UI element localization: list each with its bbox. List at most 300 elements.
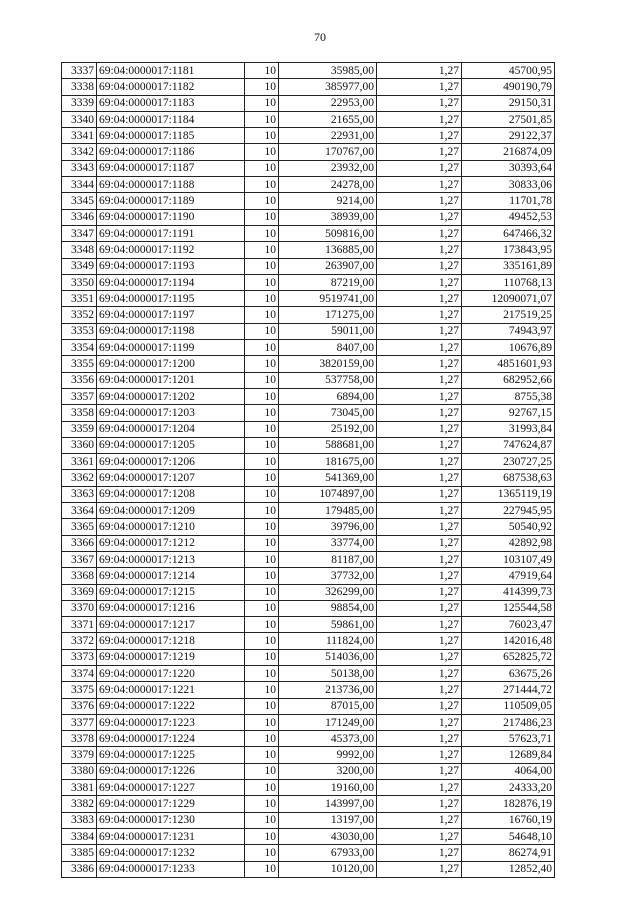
area-cell: 23932,00 [279, 160, 377, 176]
area-cell: 143997,00 [279, 796, 377, 812]
table-row [62, 128, 555, 144]
zone-cell: 10 [245, 568, 279, 584]
cadastral-value-cell: 217519,25 [462, 307, 555, 323]
row-number-cell: 3353 [62, 323, 97, 339]
table-row [62, 63, 555, 79]
coefficient-cell: 1,27 [377, 535, 462, 551]
cadastral-number-cell: 69:04:0000017:1197 [97, 307, 245, 323]
cadastral-value-cell: 50540,92 [462, 519, 555, 535]
coefficient-cell: 1,27 [377, 63, 462, 79]
table-row [62, 519, 555, 535]
zone-cell: 10 [245, 698, 279, 714]
cadastral-value-cell: 45700,95 [462, 63, 555, 79]
table-row [62, 291, 555, 307]
table-row [62, 861, 555, 877]
coefficient-cell: 1,27 [377, 665, 462, 681]
area-cell: 50138,00 [279, 665, 377, 681]
zone-cell: 10 [245, 665, 279, 681]
coefficient-cell: 1,27 [377, 323, 462, 339]
cadastral-number-cell: 69:04:0000017:1212 [97, 535, 245, 551]
row-number-cell: 3344 [62, 177, 97, 193]
zone-cell: 10 [245, 291, 279, 307]
cadastral-number-cell: 69:04:0000017:1225 [97, 747, 245, 763]
zone-cell: 10 [245, 535, 279, 551]
table-row [62, 323, 555, 339]
cadastral-value-cell: 31993,84 [462, 421, 555, 437]
cadastral-number-cell: 69:04:0000017:1192 [97, 242, 245, 258]
area-cell: 136885,00 [279, 242, 377, 258]
coefficient-cell: 1,27 [377, 258, 462, 274]
zone-cell: 10 [245, 454, 279, 470]
cadastral-number-cell: 69:04:0000017:1190 [97, 209, 245, 225]
area-cell: 98854,00 [279, 600, 377, 616]
area-cell: 37732,00 [279, 568, 377, 584]
coefficient-cell: 1,27 [377, 470, 462, 486]
area-cell: 509816,00 [279, 225, 377, 241]
coefficient-cell: 1,27 [377, 714, 462, 730]
zone-cell: 10 [245, 649, 279, 665]
cadastral-number-cell: 69:04:0000017:1216 [97, 600, 245, 616]
table-row [62, 551, 555, 567]
cadastral-value-cell: 747624,87 [462, 437, 555, 453]
area-cell: 588681,00 [279, 437, 377, 453]
cadastral-value-table [61, 62, 555, 878]
coefficient-cell: 1,27 [377, 372, 462, 388]
area-cell: 87015,00 [279, 698, 377, 714]
coefficient-cell: 1,27 [377, 340, 462, 356]
area-cell: 171275,00 [279, 307, 377, 323]
row-number-cell: 3363 [62, 486, 97, 502]
cadastral-value-cell: 335161,89 [462, 258, 555, 274]
zone-cell: 10 [245, 242, 279, 258]
coefficient-cell: 1,27 [377, 291, 462, 307]
row-number-cell: 3340 [62, 111, 97, 127]
cadastral-number-cell: 69:04:0000017:1195 [97, 291, 245, 307]
cadastral-number-cell: 69:04:0000017:1194 [97, 274, 245, 290]
cadastral-number-cell: 69:04:0000017:1204 [97, 421, 245, 437]
area-cell: 67933,00 [279, 845, 377, 861]
cadastral-number-cell: 69:04:0000017:1185 [97, 128, 245, 144]
cadastral-value-cell: 217486,23 [462, 714, 555, 730]
row-number-cell: 3367 [62, 551, 97, 567]
zone-cell: 10 [245, 828, 279, 844]
table-row [62, 568, 555, 584]
row-number-cell: 3371 [62, 617, 97, 633]
cadastral-number-cell: 69:04:0000017:1208 [97, 486, 245, 502]
cadastral-value-cell: 490190,79 [462, 79, 555, 95]
area-cell: 3820159,00 [279, 356, 377, 372]
area-cell: 263907,00 [279, 258, 377, 274]
table-row [62, 160, 555, 176]
table-row [62, 209, 555, 225]
cadastral-value-cell: 271444,72 [462, 682, 555, 698]
row-number-cell: 3350 [62, 274, 97, 290]
zone-cell: 10 [245, 682, 279, 698]
row-number-cell: 3361 [62, 454, 97, 470]
coefficient-cell: 1,27 [377, 177, 462, 193]
coefficient-cell: 1,27 [377, 307, 462, 323]
cadastral-number-cell: 69:04:0000017:1227 [97, 780, 245, 796]
cadastral-number-cell: 69:04:0000017:1230 [97, 812, 245, 828]
cadastral-value-cell: 4064,00 [462, 763, 555, 779]
coefficient-cell: 1,27 [377, 584, 462, 600]
cadastral-value-cell: 1365119,19 [462, 486, 555, 502]
cadastral-number-cell: 69:04:0000017:1186 [97, 144, 245, 160]
coefficient-cell: 1,27 [377, 682, 462, 698]
cadastral-value-cell: 47919,64 [462, 568, 555, 584]
cadastral-value-cell: 49452,53 [462, 209, 555, 225]
zone-cell: 10 [245, 437, 279, 453]
row-number-cell: 3362 [62, 470, 97, 486]
zone-cell: 10 [245, 551, 279, 567]
area-cell: 19160,00 [279, 780, 377, 796]
row-number-cell: 3357 [62, 388, 97, 404]
zone-cell: 10 [245, 209, 279, 225]
zone-cell: 10 [245, 388, 279, 404]
row-number-cell: 3360 [62, 437, 97, 453]
zone-cell: 10 [245, 193, 279, 209]
table-row [62, 584, 555, 600]
cadastral-value-cell: 647466,32 [462, 225, 555, 241]
table-row [62, 665, 555, 681]
cadastral-value-cell: 74943,97 [462, 323, 555, 339]
row-number-cell: 3378 [62, 731, 97, 747]
coefficient-cell: 1,27 [377, 861, 462, 877]
table-row [62, 405, 555, 421]
row-number-cell: 3338 [62, 79, 97, 95]
zone-cell: 10 [245, 714, 279, 730]
row-number-cell: 3385 [62, 845, 97, 861]
cadastral-value-cell: 652825,72 [462, 649, 555, 665]
area-cell: 73045,00 [279, 405, 377, 421]
area-cell: 541369,00 [279, 470, 377, 486]
row-number-cell: 3339 [62, 95, 97, 111]
table-row [62, 242, 555, 258]
area-cell: 22953,00 [279, 95, 377, 111]
coefficient-cell: 1,27 [377, 649, 462, 665]
cadastral-number-cell: 69:04:0000017:1221 [97, 682, 245, 698]
coefficient-cell: 1,27 [377, 503, 462, 519]
coefficient-cell: 1,27 [377, 79, 462, 95]
row-number-cell: 3345 [62, 193, 97, 209]
cadastral-number-cell: 69:04:0000017:1220 [97, 665, 245, 681]
cadastral-value-cell: 86274,91 [462, 845, 555, 861]
row-number-cell: 3351 [62, 291, 97, 307]
row-number-cell: 3356 [62, 372, 97, 388]
coefficient-cell: 1,27 [377, 617, 462, 633]
row-number-cell: 3370 [62, 600, 97, 616]
table-row [62, 95, 555, 111]
area-cell: 59861,00 [279, 617, 377, 633]
cadastral-value-cell: 12689,84 [462, 747, 555, 763]
row-number-cell: 3376 [62, 698, 97, 714]
area-cell: 81187,00 [279, 551, 377, 567]
cadastral-number-cell: 69:04:0000017:1223 [97, 714, 245, 730]
cadastral-value-cell: 12090071,07 [462, 291, 555, 307]
coefficient-cell: 1,27 [377, 845, 462, 861]
area-cell: 385977,00 [279, 79, 377, 95]
table-row [62, 193, 555, 209]
area-cell: 9519741,00 [279, 291, 377, 307]
area-cell: 9992,00 [279, 747, 377, 763]
table-row [62, 845, 555, 861]
coefficient-cell: 1,27 [377, 111, 462, 127]
cadastral-value-cell: 29150,31 [462, 95, 555, 111]
table-row [62, 225, 555, 241]
coefficient-cell: 1,27 [377, 193, 462, 209]
coefficient-cell: 1,27 [377, 225, 462, 241]
row-number-cell: 3354 [62, 340, 97, 356]
coefficient-cell: 1,27 [377, 812, 462, 828]
table-row [62, 258, 555, 274]
cadastral-number-cell: 69:04:0000017:1199 [97, 340, 245, 356]
zone-cell: 10 [245, 160, 279, 176]
row-number-cell: 3364 [62, 503, 97, 519]
coefficient-cell: 1,27 [377, 796, 462, 812]
cadastral-value-cell: 92767,15 [462, 405, 555, 421]
cadastral-number-cell: 69:04:0000017:1214 [97, 568, 245, 584]
cadastral-number-cell: 69:04:0000017:1224 [97, 731, 245, 747]
table-row [62, 780, 555, 796]
cadastral-value-cell: 29122,37 [462, 128, 555, 144]
coefficient-cell: 1,27 [377, 551, 462, 567]
cadastral-number-cell: 69:04:0000017:1203 [97, 405, 245, 421]
row-number-cell: 3368 [62, 568, 97, 584]
coefficient-cell: 1,27 [377, 128, 462, 144]
cadastral-value-cell: 24333,20 [462, 780, 555, 796]
row-number-cell: 3386 [62, 861, 97, 877]
row-number-cell: 3352 [62, 307, 97, 323]
zone-cell: 10 [245, 177, 279, 193]
table-row [62, 812, 555, 828]
table-row [62, 307, 555, 323]
cadastral-value-cell: 76023,47 [462, 617, 555, 633]
table-row [62, 79, 555, 95]
cadastral-value-cell: 30833,06 [462, 177, 555, 193]
cadastral-number-cell: 69:04:0000017:1191 [97, 225, 245, 241]
cadastral-number-cell: 69:04:0000017:1188 [97, 177, 245, 193]
area-cell: 179485,00 [279, 503, 377, 519]
table-row [62, 682, 555, 698]
area-cell: 35985,00 [279, 63, 377, 79]
coefficient-cell: 1,27 [377, 763, 462, 779]
cadastral-number-cell: 69:04:0000017:1184 [97, 111, 245, 127]
zone-cell: 10 [245, 79, 279, 95]
coefficient-cell: 1,27 [377, 600, 462, 616]
area-cell: 21655,00 [279, 111, 377, 127]
cadastral-value-cell: 142016,48 [462, 633, 555, 649]
coefficient-cell: 1,27 [377, 454, 462, 470]
row-number-cell: 3369 [62, 584, 97, 600]
table-row [62, 144, 555, 160]
area-cell: 170767,00 [279, 144, 377, 160]
zone-cell: 10 [245, 405, 279, 421]
coefficient-cell: 1,27 [377, 780, 462, 796]
cadastral-number-cell: 69:04:0000017:1187 [97, 160, 245, 176]
coefficient-cell: 1,27 [377, 437, 462, 453]
table-row [62, 828, 555, 844]
coefficient-cell: 1,27 [377, 356, 462, 372]
cadastral-value-cell: 216874,09 [462, 144, 555, 160]
row-number-cell: 3383 [62, 812, 97, 828]
row-number-cell: 3379 [62, 747, 97, 763]
cadastral-value-cell: 182876,19 [462, 796, 555, 812]
cadastral-number-cell: 69:04:0000017:1182 [97, 79, 245, 95]
zone-cell: 10 [245, 421, 279, 437]
cadastral-value-cell: 103107,49 [462, 551, 555, 567]
row-number-cell: 3365 [62, 519, 97, 535]
table-row [62, 111, 555, 127]
coefficient-cell: 1,27 [377, 95, 462, 111]
row-number-cell: 3343 [62, 160, 97, 176]
cadastral-value-cell: 110768,13 [462, 274, 555, 290]
zone-cell: 10 [245, 63, 279, 79]
coefficient-cell: 1,27 [377, 160, 462, 176]
row-number-cell: 3373 [62, 649, 97, 665]
row-number-cell: 3382 [62, 796, 97, 812]
area-cell: 13197,00 [279, 812, 377, 828]
table-row [62, 454, 555, 470]
area-cell: 25192,00 [279, 421, 377, 437]
zone-cell: 10 [245, 372, 279, 388]
row-number-cell: 3346 [62, 209, 97, 225]
table-row [62, 763, 555, 779]
area-cell: 6894,00 [279, 388, 377, 404]
table-row [62, 649, 555, 665]
zone-cell: 10 [245, 763, 279, 779]
row-number-cell: 3366 [62, 535, 97, 551]
cadastral-value-cell: 16760,19 [462, 812, 555, 828]
area-cell: 9214,00 [279, 193, 377, 209]
coefficient-cell: 1,27 [377, 568, 462, 584]
zone-cell: 10 [245, 747, 279, 763]
table-row [62, 421, 555, 437]
coefficient-cell: 1,27 [377, 274, 462, 290]
area-cell: 537758,00 [279, 372, 377, 388]
cadastral-number-cell: 69:04:0000017:1213 [97, 551, 245, 567]
area-cell: 87219,00 [279, 274, 377, 290]
cadastral-number-cell: 69:04:0000017:1206 [97, 454, 245, 470]
zone-cell: 10 [245, 470, 279, 486]
cadastral-number-cell: 69:04:0000017:1218 [97, 633, 245, 649]
table-row [62, 437, 555, 453]
table-body [62, 63, 555, 878]
area-cell: 326299,00 [279, 584, 377, 600]
cadastral-value-cell: 27501,85 [462, 111, 555, 127]
coefficient-cell: 1,27 [377, 633, 462, 649]
table-row [62, 617, 555, 633]
row-number-cell: 3355 [62, 356, 97, 372]
area-cell: 22931,00 [279, 128, 377, 144]
row-number-cell: 3341 [62, 128, 97, 144]
table-row [62, 274, 555, 290]
table-row [62, 356, 555, 372]
cadastral-value-cell: 8755,38 [462, 388, 555, 404]
area-cell: 181675,00 [279, 454, 377, 470]
area-cell: 1074897,00 [279, 486, 377, 502]
cadastral-number-cell: 69:04:0000017:1226 [97, 763, 245, 779]
coefficient-cell: 1,27 [377, 698, 462, 714]
cadastral-value-cell: 682952,66 [462, 372, 555, 388]
zone-cell: 10 [245, 503, 279, 519]
zone-cell: 10 [245, 861, 279, 877]
cadastral-number-cell: 69:04:0000017:1198 [97, 323, 245, 339]
table-row [62, 486, 555, 502]
area-cell: 8407,00 [279, 340, 377, 356]
table-row [62, 177, 555, 193]
coefficient-cell: 1,27 [377, 421, 462, 437]
zone-cell: 10 [245, 356, 279, 372]
zone-cell: 10 [245, 845, 279, 861]
cadastral-number-cell: 69:04:0000017:1231 [97, 828, 245, 844]
table-row [62, 535, 555, 551]
zone-cell: 10 [245, 731, 279, 747]
zone-cell: 10 [245, 111, 279, 127]
zone-cell: 10 [245, 584, 279, 600]
zone-cell: 10 [245, 307, 279, 323]
area-cell: 514036,00 [279, 649, 377, 665]
row-number-cell: 3337 [62, 63, 97, 79]
zone-cell: 10 [245, 617, 279, 633]
row-number-cell: 3358 [62, 405, 97, 421]
cadastral-number-cell: 69:04:0000017:1210 [97, 519, 245, 535]
page-number: 70 [314, 30, 326, 44]
table-row [62, 503, 555, 519]
table-row [62, 388, 555, 404]
zone-cell: 10 [245, 340, 279, 356]
zone-cell: 10 [245, 225, 279, 241]
table-row [62, 714, 555, 730]
cadastral-value-cell: 173843,95 [462, 242, 555, 258]
cadastral-number-cell: 69:04:0000017:1215 [97, 584, 245, 600]
cadastral-value-cell: 110509,05 [462, 698, 555, 714]
table-row [62, 340, 555, 356]
row-number-cell: 3381 [62, 780, 97, 796]
coefficient-cell: 1,27 [377, 209, 462, 225]
table-row [62, 372, 555, 388]
zone-cell: 10 [245, 95, 279, 111]
zone-cell: 10 [245, 780, 279, 796]
row-number-cell: 3348 [62, 242, 97, 258]
row-number-cell: 3374 [62, 665, 97, 681]
zone-cell: 10 [245, 323, 279, 339]
cadastral-number-cell: 69:04:0000017:1209 [97, 503, 245, 519]
coefficient-cell: 1,27 [377, 519, 462, 535]
cadastral-value-cell: 42892,98 [462, 535, 555, 551]
coefficient-cell: 1,27 [377, 242, 462, 258]
zone-cell: 10 [245, 812, 279, 828]
zone-cell: 10 [245, 128, 279, 144]
coefficient-cell: 1,27 [377, 747, 462, 763]
cadastral-value-cell: 57623,71 [462, 731, 555, 747]
cadastral-number-cell: 69:04:0000017:1217 [97, 617, 245, 633]
cadastral-value-cell: 10676,89 [462, 340, 555, 356]
area-cell: 111824,00 [279, 633, 377, 649]
cadastral-number-cell: 69:04:0000017:1201 [97, 372, 245, 388]
cadastral-value-cell: 63675,26 [462, 665, 555, 681]
area-cell: 24278,00 [279, 177, 377, 193]
cadastral-number-cell: 69:04:0000017:1219 [97, 649, 245, 665]
table-row [62, 470, 555, 486]
table-row [62, 600, 555, 616]
area-cell: 33774,00 [279, 535, 377, 551]
area-cell: 10120,00 [279, 861, 377, 877]
area-cell: 45373,00 [279, 731, 377, 747]
cadastral-number-cell: 69:04:0000017:1205 [97, 437, 245, 453]
table-row [62, 747, 555, 763]
zone-cell: 10 [245, 144, 279, 160]
cadastral-number-cell: 69:04:0000017:1222 [97, 698, 245, 714]
